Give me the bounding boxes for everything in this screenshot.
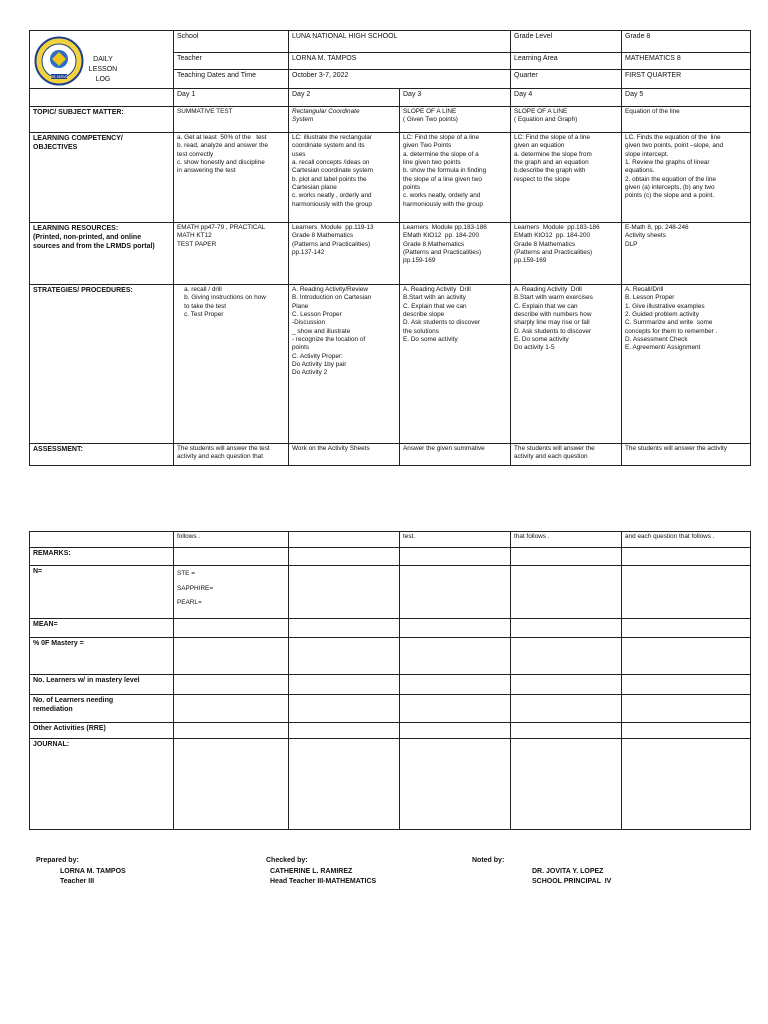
learners-mastery-cell	[622, 675, 751, 695]
day-header: Day 4	[511, 89, 622, 107]
continued-cell: test.	[400, 532, 511, 548]
resources-cell: EMATH pp47-79 , PRACTICAL MATH KT12 TEST PAPER	[174, 223, 289, 285]
mean-cell	[400, 619, 511, 638]
mastery-cell	[622, 638, 751, 675]
topic-cell: SLOPE OF A LINE ( Equation and Graph)	[511, 107, 622, 133]
mean-cell	[511, 619, 622, 638]
continued-cell: that follows .	[511, 532, 622, 548]
n-sections-cell	[174, 566, 289, 619]
n-cell	[400, 566, 511, 619]
mastery-cell	[400, 638, 511, 675]
n-label: N=	[30, 566, 174, 619]
remediation-cell	[622, 695, 751, 723]
continued-cell: follows .	[174, 532, 289, 548]
learners-mastery-cell	[400, 675, 511, 695]
prepared-by-block	[36, 856, 126, 888]
topic-cell: SLOPE OF A LINE ( Given Two points)	[400, 107, 511, 133]
journal-cell	[511, 739, 622, 830]
topic-label: TOPIC/ SUBJECT MATTER:	[30, 107, 174, 133]
topic-cell: Equation of the line	[622, 107, 751, 133]
mastery-label: % 0F Mastery =	[30, 638, 174, 675]
strategies-label: STRATEGIES/ PROCEDURES:	[30, 285, 174, 444]
mean-cell	[289, 619, 400, 638]
resources-cell: Learners Module pp.119-13 Grade 8 Mathematics (Patterns and Practicalities) pp.137-142	[289, 223, 400, 285]
resources-cell: Learners Module pp.183-186 EMath KtO12 pp. 184-200 Grade 8 Mathematics (Patterns and Practicalities) pp.159-169	[400, 223, 511, 285]
remarks-cell	[511, 548, 622, 566]
assessment-cell: The students will answer the activity and each question	[511, 444, 622, 466]
school-label: School	[174, 31, 289, 53]
continued-blank	[30, 532, 174, 548]
daily-lesson-log-title: DAILY LESSON LOG	[88, 56, 118, 83]
competency-label: LEARNING COMPETENCY/ OBJECTIVES	[30, 133, 174, 223]
continued-cell: and each question that follows .	[622, 532, 751, 548]
remarks-cell	[174, 548, 289, 566]
checked-label: Checked by:	[266, 857, 308, 864]
section-ste: STE =	[177, 570, 195, 577]
day-header: Day 3	[400, 89, 511, 107]
remarks-cell	[400, 548, 511, 566]
area-value: MATHEMATICS 8	[622, 53, 751, 70]
prepared-label: Prepared by:	[36, 857, 79, 864]
area-label: Learning Area	[511, 53, 622, 70]
quarter-label: Quarter	[511, 70, 622, 89]
checked-name: CATHERINE L. RAMIREZ	[270, 867, 353, 875]
noted-name: DR. JOVITA Y. LOPEZ	[532, 867, 604, 875]
grade-value: Grade 8	[622, 31, 751, 53]
journal-cell	[400, 739, 511, 830]
competency-cell: LC. Finds the equation of the line given two points, point –slope, and slope intercept. 1. Review the graphs of linear equations. 2. obtain the equation of the line given (a) intercepts, (b) any two points (c) the slope and a point.	[622, 133, 751, 223]
teacher-value: LORNA M. TAMPOS	[289, 53, 511, 70]
school-value: LUNA NATIONAL HIGH SCHOOL	[289, 31, 511, 53]
other-activities-label: Other Activities (RRE)	[30, 723, 174, 739]
checked-by-block	[266, 856, 376, 888]
remediation-cell	[511, 695, 622, 723]
mean-label: MEAN=	[30, 619, 174, 638]
competency-cell: LC: illustrate the rectangular coordinate system and its uses a. recall concepts /ideas on Cartesian coordinate system b. plot and label points the Cartesian plane c. works neatly , orderly and harmoniously with the group	[289, 133, 400, 223]
prepared-name: LORNA M. TAMPOS	[60, 867, 126, 875]
remediation-cell	[174, 695, 289, 723]
learners-remediation-label: No. of Learners needing remediation	[30, 695, 174, 723]
competency-cell: LC: Find the slope of a line given an equation a. determine the slope from the graph and an equation b.describe the graph with respect to the slope	[511, 133, 622, 223]
mastery-cell	[511, 638, 622, 675]
checked-title: Head Teacher III-MATHEMATICS	[270, 878, 377, 885]
topic-cell: SUMMATIVE TEST	[174, 107, 289, 133]
seal-motto: WE SERVE	[50, 75, 68, 79]
day-header: Day 5	[622, 89, 751, 107]
continued-cell	[289, 532, 400, 548]
strategies-cell: A. Reading Activity/Review B. Introduction on Cartesian Plane C. Lesson Proper -Discussion _ show and illustrate - recognize the location of points C. Activity Proper: Do Activity 1by pair Do Activity 2	[289, 285, 400, 444]
school-seal-icon	[34, 36, 84, 86]
assessment-cell: Work on the Activity Sheets	[289, 444, 400, 466]
lesson-log-continued-table	[29, 531, 751, 830]
assessment-label: ASSESSMENT:	[30, 444, 174, 466]
other-cell	[400, 723, 511, 739]
topic-cell: Rectangular Coordinate System	[289, 107, 400, 133]
remediation-cell	[400, 695, 511, 723]
lesson-log-table	[29, 30, 751, 466]
mastery-cell	[289, 638, 400, 675]
other-cell	[511, 723, 622, 739]
teacher-label: Teacher	[174, 53, 289, 70]
day-header: Day 2	[289, 89, 400, 107]
resources-label: LEARNING RESOURCES: (Printed, non-printed, and online sources and from the LRMDS portal)	[30, 223, 174, 285]
assessment-cell: The students will answer the test activity and each question that	[174, 444, 289, 466]
n-cell	[511, 566, 622, 619]
mean-cell	[174, 619, 289, 638]
header-logo-cell	[30, 31, 174, 89]
mean-cell	[622, 619, 751, 638]
noted-title: SCHOOL PRINCIPAL IV	[532, 878, 612, 885]
strategies-cell: A. Reading Activity Drill B.Start with warm exercises C. Explain that we can describe with numbers how sharply line may rise or fall D. Ask students to discover E. Do some activity Do activity 1-5	[511, 285, 622, 444]
dates-value: October 3-7, 2022	[289, 70, 511, 89]
remarks-cell	[622, 548, 751, 566]
n-cell	[622, 566, 751, 619]
strategies-cell: A. Reading Activity Drill B.Start with an activity C. Explain that we can describe slope D. Ask students to discover the solutions E. Do some activity	[400, 285, 511, 444]
n-cell	[289, 566, 400, 619]
prepared-title: Teacher III	[60, 878, 95, 885]
other-cell	[174, 723, 289, 739]
noted-by-block	[472, 856, 611, 888]
resources-cell: E-Math 8, pp. 248-246 Activity sheets DLP	[622, 223, 751, 285]
grade-label: Grade Level	[511, 31, 622, 53]
journal-cell	[622, 739, 751, 830]
assessment-cell: Answer the given summative	[400, 444, 511, 466]
remarks-label: REMARKS:	[30, 548, 174, 566]
day-header: Day 1	[174, 89, 289, 107]
learners-mastery-cell	[289, 675, 400, 695]
day-header-blank	[30, 89, 174, 107]
strategies-cell: a. recall / drill b. Giving instructions on how to take the test c. Test Proper	[174, 285, 289, 444]
remediation-cell	[289, 695, 400, 723]
learners-mastery-label: No. Learners w/ in mastery level	[30, 675, 174, 695]
other-cell	[622, 723, 751, 739]
learners-mastery-cell	[511, 675, 622, 695]
section-sapphire: SAPPHIRE=	[177, 584, 214, 592]
competency-cell: a. Get at least 50% of the test b. read, analyze and answer the test correctly c. show honestly and discipline in answering the test	[174, 133, 289, 223]
resources-cell: Learners Module pp.183-186 EMath KtO12 pp. 184-200 Grade 8 Mathematics (Patterns and Practicalities) pp.159-169	[511, 223, 622, 285]
dates-label: Teaching Dates and Time	[174, 70, 289, 89]
journal-label: JOURNAL:	[30, 739, 174, 830]
remarks-cell	[289, 548, 400, 566]
learners-mastery-cell	[174, 675, 289, 695]
strategies-cell: A. Recall/Drill B. Lesson Proper 1. Give illustrative examples 2. Guided problem activity C. Summarize and write some concepts for them to remember . D. Assessment Check E. Agreement/ Assignment	[622, 285, 751, 444]
quarter-value: FIRST QUARTER	[622, 70, 751, 89]
assessment-cell: The students will answer the activity	[622, 444, 751, 466]
section-pearl: PEARL=	[177, 599, 202, 607]
mastery-cell	[174, 638, 289, 675]
competency-cell: LC: Find the slope of a line given Two Points a. determine the slope of a line given two points b. show the formula in finding the slope of a line given two points c. works neatly, orderly and harmoniously with the group	[400, 133, 511, 223]
other-cell	[289, 723, 400, 739]
noted-label: Noted by:	[472, 857, 505, 864]
journal-cell	[174, 739, 289, 830]
journal-cell	[289, 739, 400, 830]
